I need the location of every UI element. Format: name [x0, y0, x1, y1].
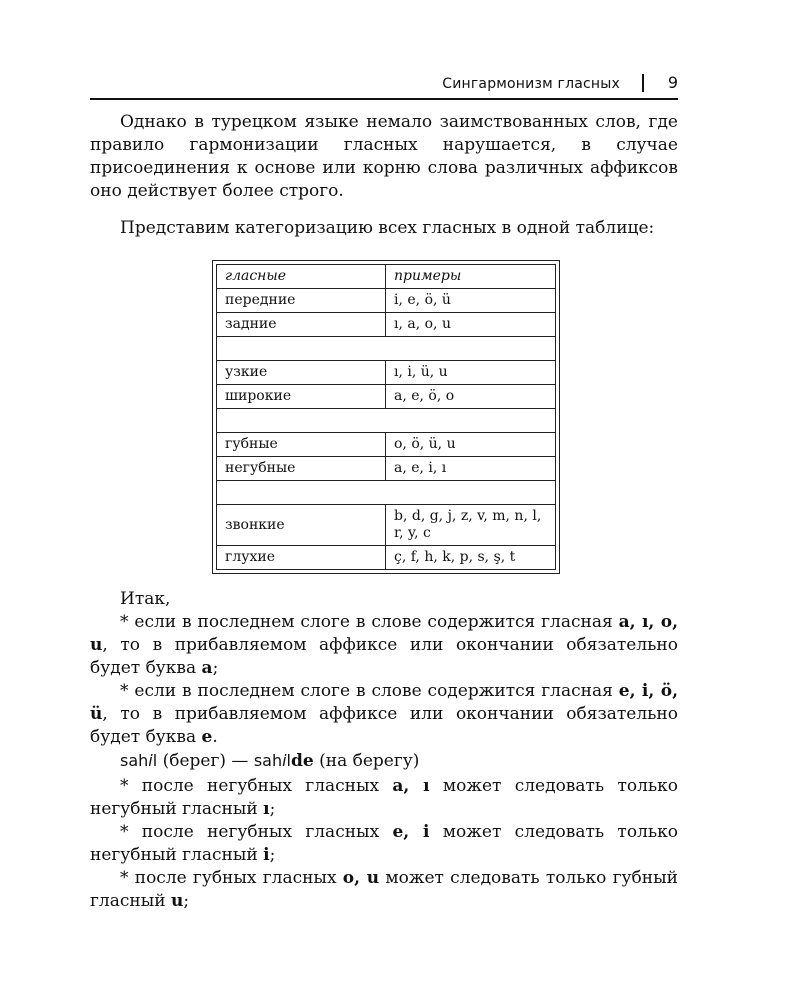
table-cell: негубные	[217, 457, 386, 481]
table-cell: губные	[217, 433, 386, 457]
summary-rule-2	[90, 680, 678, 749]
table-cell: задние	[217, 313, 386, 337]
table-cell: ı, a, o, u	[386, 313, 556, 337]
table-cell: передние	[217, 289, 386, 313]
example-suffix: d	[291, 751, 303, 771]
rule-text: * после губных гласных	[120, 868, 343, 888]
table-header-cell: гласные	[217, 265, 386, 289]
rule-text: ;	[269, 799, 276, 819]
rule-text: * после негубных гласных	[120, 822, 393, 842]
table-cell: b, d, g, j, z, v, m, n, l, r, y, c	[386, 505, 556, 546]
example-gloss: (на берегу)	[313, 751, 420, 771]
table-row	[217, 313, 556, 337]
example-word: i	[148, 751, 153, 770]
rule-letters: a, ı	[392, 776, 430, 796]
table-cell: звонкие	[217, 505, 386, 546]
example-word: l	[286, 751, 291, 770]
header-separator	[642, 74, 644, 92]
rule-item	[90, 867, 678, 913]
rule-text: * после негубных гласных	[120, 776, 393, 796]
rule-item	[90, 821, 678, 867]
rule-letter: ı	[263, 799, 270, 819]
paragraph-1-text: Однако в турецком языке немало заимствованных слов, где правило гармонизации гласных нарушается, в случае присоединения к основе или корню слова различных аффиксов оно действует более строго.	[90, 112, 678, 201]
table-cell: широкие	[217, 385, 386, 409]
rule-letters: e, i	[392, 822, 430, 842]
table-cell: ç, f, h, k, p, s, ş, t	[386, 546, 556, 570]
running-title: Сингармонизм гласных	[442, 76, 620, 92]
header-rule	[90, 98, 678, 100]
page-number: 9	[667, 73, 678, 92]
rule-letter: a	[201, 658, 213, 678]
table-row	[217, 361, 556, 385]
example-suffix: e	[302, 751, 314, 771]
rule-text: ;	[183, 891, 190, 911]
example-word: i	[282, 751, 287, 770]
vowel-table-grid	[216, 264, 556, 570]
rule-letter: i	[263, 845, 270, 865]
rule-letters: o, u	[342, 868, 380, 888]
table-row	[217, 457, 556, 481]
rule-text: ;	[269, 845, 276, 865]
rule-text: может следовать только негубный гласный	[90, 822, 678, 865]
example-word: l	[152, 751, 158, 770]
example-line	[90, 749, 678, 773]
example-word: sah	[120, 751, 149, 770]
rule-letters: e, i, ö, ü	[90, 681, 678, 724]
rule-text: * если в последнем слоге в слове содержится гласная	[120, 681, 619, 701]
rule-text: , то в прибавляемом аффиксе или окончании обязательно будет буква	[90, 635, 678, 678]
table-header-cell: примеры	[386, 265, 556, 289]
table-cell: узкие	[217, 361, 386, 385]
rule-text: , то в прибавляемом аффиксе или окончании обязательно будет буква	[90, 704, 678, 747]
table-cell: o, ö, ü, u	[386, 433, 556, 457]
table-cell	[217, 409, 556, 433]
table-row	[217, 385, 556, 409]
table-cell	[217, 481, 556, 505]
vowel-table	[212, 260, 560, 574]
table-row	[217, 546, 556, 570]
table-row	[217, 505, 556, 546]
rule-letters: a, ı, o, u	[90, 612, 679, 655]
rule-text: может следовать только негубный гласный	[90, 776, 679, 819]
body-paragraph-2	[90, 217, 678, 240]
example-gloss: (берег) —	[157, 751, 254, 771]
summary-intro: Итак,	[120, 589, 171, 609]
table-cell: a, e, i, ı	[386, 457, 556, 481]
body-paragraph-1	[90, 111, 678, 203]
table-cell: i, e, ö, ü	[386, 289, 556, 313]
page-header	[90, 60, 678, 100]
rule-text: может следовать только губный гласный	[90, 868, 678, 911]
rule-letter: e	[201, 727, 213, 747]
table-spacer-row	[217, 481, 556, 505]
rule-text: * если в последнем слоге в слове содержится гласная	[120, 612, 619, 632]
table-spacer-row	[217, 337, 556, 361]
table-cell: a, e, ö, o	[386, 385, 556, 409]
table-spacer-row	[217, 409, 556, 433]
summary-section	[90, 588, 678, 773]
table-cell	[217, 337, 556, 361]
table-row	[217, 433, 556, 457]
rule-letter: u	[170, 891, 184, 911]
rules-section	[90, 775, 678, 913]
table-cell: ı, i, ü, u	[386, 361, 556, 385]
example-word: sah	[253, 751, 283, 770]
rule-text: ;	[212, 658, 219, 678]
table-header-row	[217, 265, 556, 289]
rule-item	[90, 775, 678, 821]
rule-text: .	[212, 727, 218, 747]
table-row	[217, 289, 556, 313]
table-cell: глухие	[217, 546, 386, 570]
paragraph-2-text: Представим категоризацию всех гласных в одной таблице:	[120, 218, 655, 238]
summary-rule-1	[90, 611, 678, 680]
